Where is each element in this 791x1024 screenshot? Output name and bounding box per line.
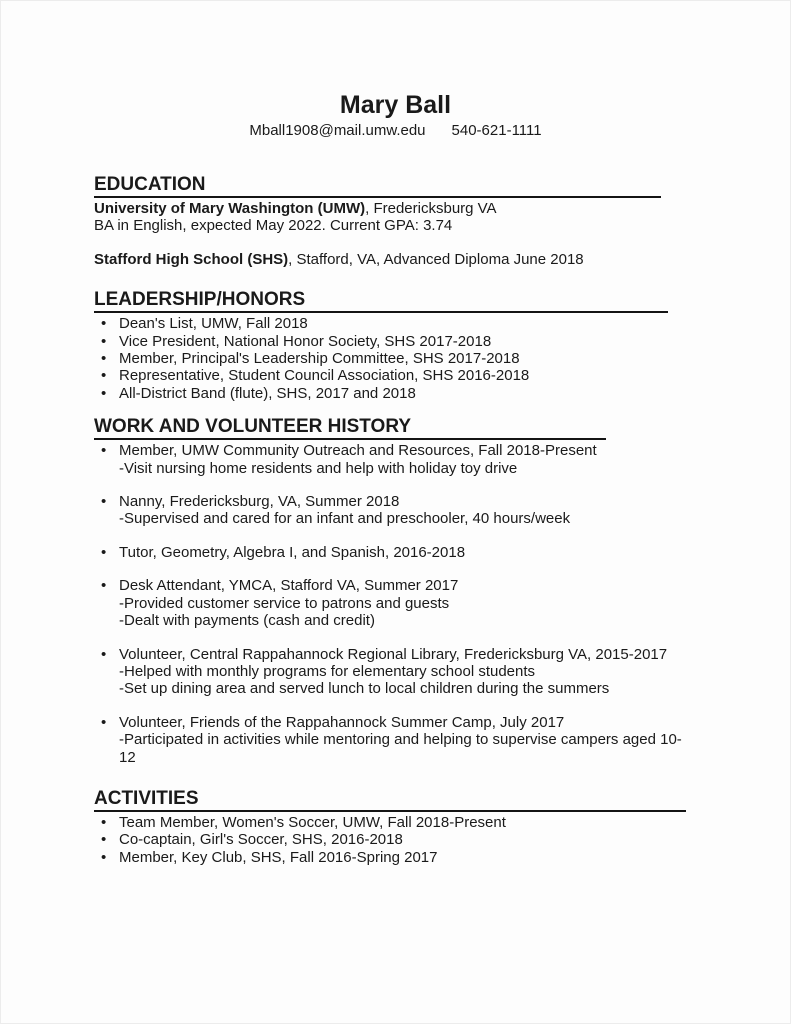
college-name: University of Mary Washington (UMW) xyxy=(94,200,366,217)
candidate-name: Mary Ball xyxy=(339,91,452,119)
education-highschool-line xyxy=(94,251,697,268)
work-detail: -Set up dining area and served lunch to local children during the summers xyxy=(119,680,610,698)
leadership-item: • Dean's List, UMW, Fall 2018 xyxy=(94,315,697,332)
college-degree-line: BA in English, expected May 2022. Current GPA: 3.74 xyxy=(94,217,453,235)
work-entry xyxy=(94,493,697,528)
work-detail: -Visit nursing home residents and help with holiday toy drive xyxy=(119,459,518,477)
leadership-item: • Representative, Student Council Association, SHS 2016-2018 xyxy=(94,367,697,384)
activity-item: • Member, Key Club, SHS, Fall 2016-Spring 2017 xyxy=(94,849,697,866)
work-detail: -Supervised and cared for an infant and preschooler, 40 hours/week xyxy=(119,510,571,528)
activity-item: • Co-captain, Girl's Soccer, SHS, 2016-2018 xyxy=(94,831,697,848)
work-role: • Desk Attendant, YMCA, Stafford VA, Summer 2017 xyxy=(94,577,697,594)
highschool-name: Stafford High School (SHS) xyxy=(94,250,289,268)
work-entry xyxy=(94,544,697,561)
email-text: Mball1908@mail.umw.edu xyxy=(249,122,426,139)
college-location: , Fredericksburg VA xyxy=(365,200,497,217)
work-entry xyxy=(94,714,697,766)
activities-title: ACTIVITIES xyxy=(94,788,686,812)
leadership-item: • Member, Principal's Leadership Committee, SHS 2017-2018 xyxy=(94,350,697,367)
education-college-line xyxy=(94,200,697,217)
resume-content xyxy=(1,1,790,866)
work-role: • Member, UMW Community Outreach and Resources, Fall 2018-Present xyxy=(94,442,697,459)
education-spacer xyxy=(94,235,697,251)
work-detail: -Participated in activities while mentoring and helping to supervise campers aged 10-12 xyxy=(119,731,682,766)
highschool-location: , Stafford, VA, Advanced Diploma June 2018 xyxy=(288,250,584,268)
work-title: WORK AND VOLUNTEER HISTORY xyxy=(94,416,606,440)
work-role: • Volunteer, Friends of the Rappahannock Summer Camp, July 2017 xyxy=(94,714,697,731)
work-detail: -Provided customer service to patrons and guests xyxy=(119,594,450,612)
section-work-volunteer xyxy=(94,416,697,766)
work-role: • Nanny, Fredericksburg, VA, Summer 2018 xyxy=(94,493,697,510)
work-role: • Tutor, Geometry, Algebra I, and Spanish, 2016-2018 xyxy=(94,544,697,561)
work-role: • Volunteer, Central Rappahannock Regional Library, Fredericksburg VA, 2015-2017 xyxy=(94,646,697,663)
section-education xyxy=(94,174,697,268)
work-entry xyxy=(94,442,697,477)
phone-text: 540-621-1111 xyxy=(451,122,542,139)
contact-line xyxy=(94,121,697,140)
work-detail: -Dealt with payments (cash and credit) xyxy=(119,612,375,630)
section-leadership-honors xyxy=(94,289,697,402)
leadership-item: • Vice President, National Honor Society, SHS 2017-2018 xyxy=(94,333,697,350)
leadership-item: • All-District Band (flute), SHS, 2017 and 2018 xyxy=(94,385,697,402)
work-detail: -Helped with monthly programs for elementary school students xyxy=(119,662,536,680)
resume-header xyxy=(94,91,697,140)
section-activities xyxy=(94,788,697,866)
education-title: EDUCATION xyxy=(94,174,661,198)
activity-item: • Team Member, Women's Soccer, UMW, Fall 2018-Present xyxy=(94,814,697,831)
work-entry xyxy=(94,646,697,698)
leadership-title: LEADERSHIP/HONORS xyxy=(94,289,668,313)
work-entry xyxy=(94,577,697,629)
